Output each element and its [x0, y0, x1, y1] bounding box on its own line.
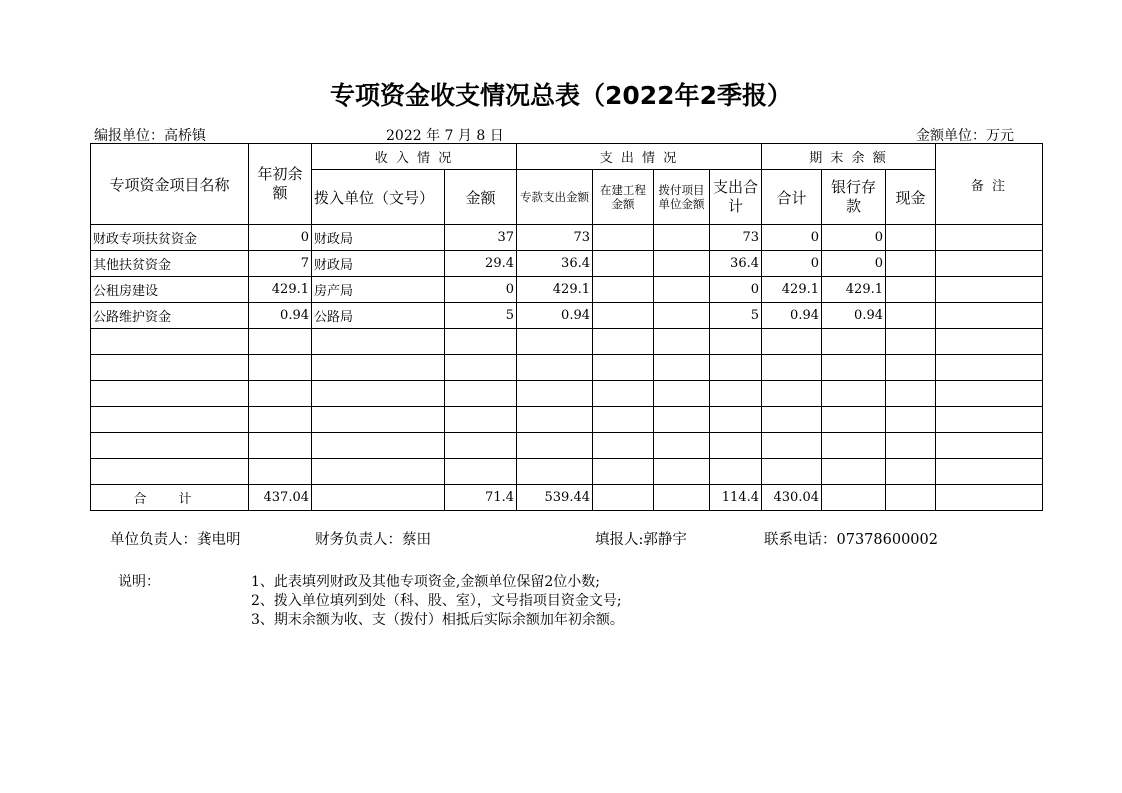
empty-cell: [822, 355, 886, 381]
cell-opening: 0: [249, 225, 312, 251]
empty-row: [91, 433, 1043, 459]
table-row: [91, 251, 1043, 277]
cell-amount: 37: [445, 225, 517, 251]
header-construction: 在建工程金额: [593, 170, 654, 225]
cell-unit: 财政局: [312, 251, 445, 277]
unit-head: 单位负责人：龚电明: [110, 532, 241, 548]
cell-remarks: [936, 277, 1043, 303]
cell-exp-total: 5: [710, 303, 762, 329]
notes-list: [251, 573, 624, 630]
empty-cell: [445, 433, 517, 459]
header-remarks: 备 注: [936, 144, 1043, 225]
cell-name: 财政专项扶贫资金: [91, 225, 249, 251]
cell-cash: [886, 303, 936, 329]
empty-cell: [710, 433, 762, 459]
header-opening-balance: 年初余额: [249, 144, 312, 225]
empty-cell: [593, 355, 654, 381]
empty-cell: [91, 407, 249, 433]
cell-amount: 0: [445, 277, 517, 303]
empty-cell: [445, 381, 517, 407]
empty-cell: [517, 329, 593, 355]
empty-cell: [445, 355, 517, 381]
totals-special: 539.44: [517, 485, 593, 511]
empty-cell: [886, 381, 936, 407]
fund-summary-table: [90, 143, 1043, 511]
cell-paid: [654, 303, 710, 329]
cell-cash: [886, 251, 936, 277]
empty-cell: [517, 433, 593, 459]
empty-cell: [593, 329, 654, 355]
empty-cell: [710, 459, 762, 485]
cell-construction: [593, 303, 654, 329]
empty-cell: [312, 433, 445, 459]
empty-cell: [886, 407, 936, 433]
cell-name: 其他扶贫资金: [91, 251, 249, 277]
empty-cell: [249, 355, 312, 381]
cell-opening: 429.1: [249, 277, 312, 303]
totals-cell: [822, 485, 886, 511]
note-line: 3、期末余额为收、支（拨付）相抵后实际余额加年初余额。: [251, 612, 624, 628]
empty-cell: [312, 407, 445, 433]
empty-cell: [593, 459, 654, 485]
header-cash: 现金: [886, 170, 936, 225]
cell-remarks: [936, 225, 1043, 251]
empty-cell: [710, 329, 762, 355]
empty-cell: [517, 381, 593, 407]
cell-paid: [654, 225, 710, 251]
cell-bank: 0.94: [822, 303, 886, 329]
filler: 填报人:郭静宇: [595, 532, 687, 548]
totals-cell: [593, 485, 654, 511]
empty-cell: [886, 355, 936, 381]
totals-expense-total: 114.4: [710, 485, 762, 511]
totals-amount: 71.4: [445, 485, 517, 511]
cell-construction: [593, 251, 654, 277]
empty-cell: [654, 459, 710, 485]
empty-cell: [762, 329, 822, 355]
empty-cell: [249, 381, 312, 407]
empty-cell: [822, 381, 886, 407]
header-paid-unit: 拨付项目单位金额: [654, 170, 710, 225]
cell-exp-total: 0: [710, 277, 762, 303]
empty-cell: [654, 355, 710, 381]
empty-cell: [762, 355, 822, 381]
header-expense: 支 出 情 况: [517, 144, 762, 170]
cell-exp-total: 36.4: [710, 251, 762, 277]
table-row: [91, 225, 1043, 251]
empty-cell: [517, 459, 593, 485]
cell-amount: 5: [445, 303, 517, 329]
empty-cell: [710, 407, 762, 433]
empty-row: [91, 381, 1043, 407]
page-title: 专项资金收支情况总表（2022年2季报）: [330, 81, 792, 110]
header-income: 收 入 情 况: [312, 144, 517, 170]
cell-opening: 0.94: [249, 303, 312, 329]
header-amount: 金额: [445, 170, 517, 225]
empty-cell: [312, 329, 445, 355]
amount-unit: 金额单位：万元: [916, 128, 1014, 144]
header-closing-total: 合计: [762, 170, 822, 225]
cell-paid: [654, 251, 710, 277]
cell-exp-total: 73: [710, 225, 762, 251]
empty-cell: [517, 355, 593, 381]
empty-cell: [654, 407, 710, 433]
cell-name: 公路维护资金: [91, 303, 249, 329]
empty-cell: [822, 459, 886, 485]
empty-cell: [91, 329, 249, 355]
totals-cell: [654, 485, 710, 511]
empty-cell: [822, 329, 886, 355]
empty-cell: [91, 355, 249, 381]
empty-cell: [312, 355, 445, 381]
notes-label: 说明：: [118, 574, 160, 590]
cell-total: 0: [762, 251, 822, 277]
header-project-name: 专项资金项目名称: [91, 144, 249, 225]
cell-special: 36.4: [517, 251, 593, 277]
empty-cell: [445, 407, 517, 433]
empty-cell: [654, 433, 710, 459]
cell-unit: 房产局: [312, 277, 445, 303]
empty-cell: [886, 329, 936, 355]
empty-cell: [593, 381, 654, 407]
totals-cell: [886, 485, 936, 511]
reporting-unit: 编报单位：高桥镇: [94, 128, 206, 144]
cell-total: 0.94: [762, 303, 822, 329]
empty-cell: [710, 381, 762, 407]
empty-row: [91, 355, 1043, 381]
empty-cell: [593, 433, 654, 459]
empty-cell: [91, 433, 249, 459]
empty-row: [91, 459, 1043, 485]
empty-cell: [762, 433, 822, 459]
cell-construction: [593, 277, 654, 303]
finance-head: 财务负责人：蔡田: [315, 532, 431, 548]
empty-cell: [312, 381, 445, 407]
totals-label: 合 计: [91, 485, 249, 511]
header-bank-deposit: 银行存款: [822, 170, 886, 225]
cell-bank: 0: [822, 225, 886, 251]
note-line: 2、拨入单位填列到处（科、股、室），文号指项目资金文号;: [251, 593, 622, 609]
empty-cell: [249, 329, 312, 355]
empty-cell: [936, 355, 1043, 381]
cell-paid: [654, 277, 710, 303]
empty-cell: [445, 329, 517, 355]
empty-cell: [822, 407, 886, 433]
empty-row: [91, 407, 1043, 433]
cell-special: 429.1: [517, 277, 593, 303]
empty-cell: [886, 433, 936, 459]
empty-cell: [762, 407, 822, 433]
cell-cash: [886, 277, 936, 303]
cell-bank: 0: [822, 251, 886, 277]
empty-cell: [762, 459, 822, 485]
empty-cell: [249, 433, 312, 459]
table-row: [91, 277, 1043, 303]
cell-remarks: [936, 303, 1043, 329]
empty-cell: [312, 459, 445, 485]
empty-cell: [936, 381, 1043, 407]
empty-cell: [936, 433, 1043, 459]
empty-cell: [822, 433, 886, 459]
cell-total: 429.1: [762, 277, 822, 303]
cell-unit: 公路局: [312, 303, 445, 329]
empty-cell: [91, 459, 249, 485]
empty-cell: [445, 459, 517, 485]
report-date: 2022 年 7 月 8 日: [386, 128, 504, 144]
contact-phone: 联系电话：07378600002: [764, 532, 938, 548]
cell-special: 0.94: [517, 303, 593, 329]
empty-cell: [249, 459, 312, 485]
empty-cell: [762, 381, 822, 407]
header-alloc-unit: 拨入单位（文号）: [312, 170, 445, 225]
cell-remarks: [936, 251, 1043, 277]
cell-amount: 29.4: [445, 251, 517, 277]
cell-special: 73: [517, 225, 593, 251]
totals-closing-total: 430.04: [762, 485, 822, 511]
empty-cell: [936, 329, 1043, 355]
header-expense-total: 支出合计: [710, 170, 762, 225]
cell-cash: [886, 225, 936, 251]
empty-row: [91, 329, 1043, 355]
totals-opening: 437.04: [249, 485, 312, 511]
cell-total: 0: [762, 225, 822, 251]
empty-cell: [249, 407, 312, 433]
header-special-expense: 专款支出金额: [517, 170, 593, 225]
empty-cell: [710, 355, 762, 381]
cell-opening: 7: [249, 251, 312, 277]
empty-cell: [654, 381, 710, 407]
totals-cell: [312, 485, 445, 511]
empty-cell: [593, 407, 654, 433]
empty-cell: [517, 407, 593, 433]
empty-cell: [886, 459, 936, 485]
header-closing-balance: 期 末 余 额: [762, 144, 936, 170]
empty-cell: [936, 407, 1043, 433]
empty-cell: [654, 329, 710, 355]
note-line: 1、此表填列财政及其他专项资金,金额单位保留2位小数;: [251, 574, 600, 590]
totals-cell: [936, 485, 1043, 511]
cell-bank: 429.1: [822, 277, 886, 303]
empty-cell: [936, 459, 1043, 485]
cell-unit: 财政局: [312, 225, 445, 251]
table-row: [91, 303, 1043, 329]
empty-cell: [91, 381, 249, 407]
cell-name: 公租房建设: [91, 277, 249, 303]
cell-construction: [593, 225, 654, 251]
